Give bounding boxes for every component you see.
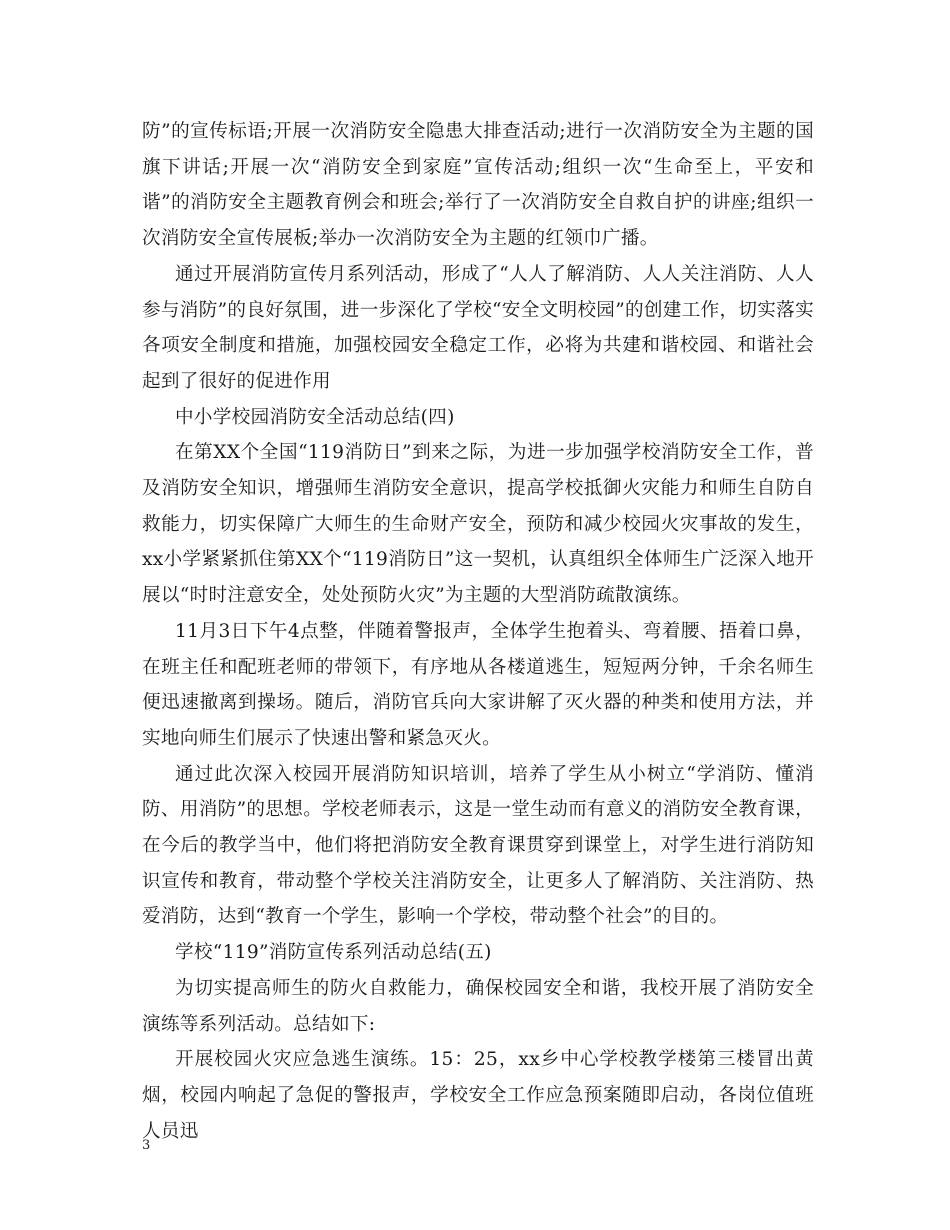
paragraph: 通过开展消防宣传月系列活动，形成了“人人了解消防、人人关注消防、人人参与消防”的良好氛围，进一步深化了学校“安全文明校园”的创建工作，切实落实各项安全制度和措施，加强校园安全稳定工作，必将为共建和谐校园、和谐社会起到了很好的促进作用: [142, 263, 814, 392]
paragraph: 通过此次深入校园开展消防知识培训，培养了学生从小树立“学消防、懂消防、用消防”的思想。学校老师表示，这是一堂生动而有意义的消防安全教育课，在今后的教学当中，他们将把消防安全教育课贯穿到课堂上，对学生进行消防知识宣传和教育，带动整个学校关注消防安全，让更多人了解消防、关注消防、热爱消防，达到“教育一个学生，影响一个学校，带动整个社会”的目的。: [142, 763, 814, 928]
paragraph: 在第XX个全国“119消防日”到来之际，为进一步加强学校消防安全工作，普及消防安全知识，增强师生消防安全意识，提高学校抵御火灾能力和师生自防自救能力，切实保障广大师生的生命财产安全，预防和减少校园火灾事故的发生，xx小学紧紧抓住第XX个“119消防日”这一契机，认真组织全体师生广泛深入地开展以“时时注意安全，处处预防火灾”为主题的大型消防疏散演练。: [142, 442, 814, 607]
section-heading: 学校“119”消防宣传系列活动总结(五): [175, 942, 492, 964]
page-number: 3: [142, 1138, 151, 1153]
paragraph: 11月3日下午4点整，伴随着警报声，全体学生抱着头、弯着腰、捂着口鼻，在班主任和配班老师的带领下，有序地从各楼道逃生，短短两分钟，千余名师生便迅速撤离到操场。随后，消防官兵向大家讲解了灭火器的种类和使用方法，并实地向师生们展示了快速出警和紧急灭火。: [142, 620, 814, 749]
paragraph: 防”的宣传标语;开展一次消防安全隐患大排查活动;进行一次消防安全为主题的国旗下讲话;开展一次“消防安全到家庭”宣传活动;组织一次“生命至上，平安和谐”的消防安全主题教育例会和班会;举行了一次消防安全自救自护的讲座;组织一次消防安全宣传展板;举办一次消防安全为主题的红领巾广播。: [142, 121, 814, 250]
document-body: [142, 114, 814, 1149]
section-heading: 中小学校园消防安全活动总结(四): [175, 406, 455, 428]
paragraph: 为切实提高师生的防火自救能力，确保校园安全和谐，我校开展了消防安全演练等系列活动。总结如下:: [142, 977, 814, 1035]
paragraph: 开展校园火灾应急逃生演练。15：25，xx乡中心学校教学楼第三楼冒出黄烟，校园内响起了急促的警报声，学校安全工作应急预案随即启动，各岗位值班人员迅: [142, 1049, 814, 1142]
